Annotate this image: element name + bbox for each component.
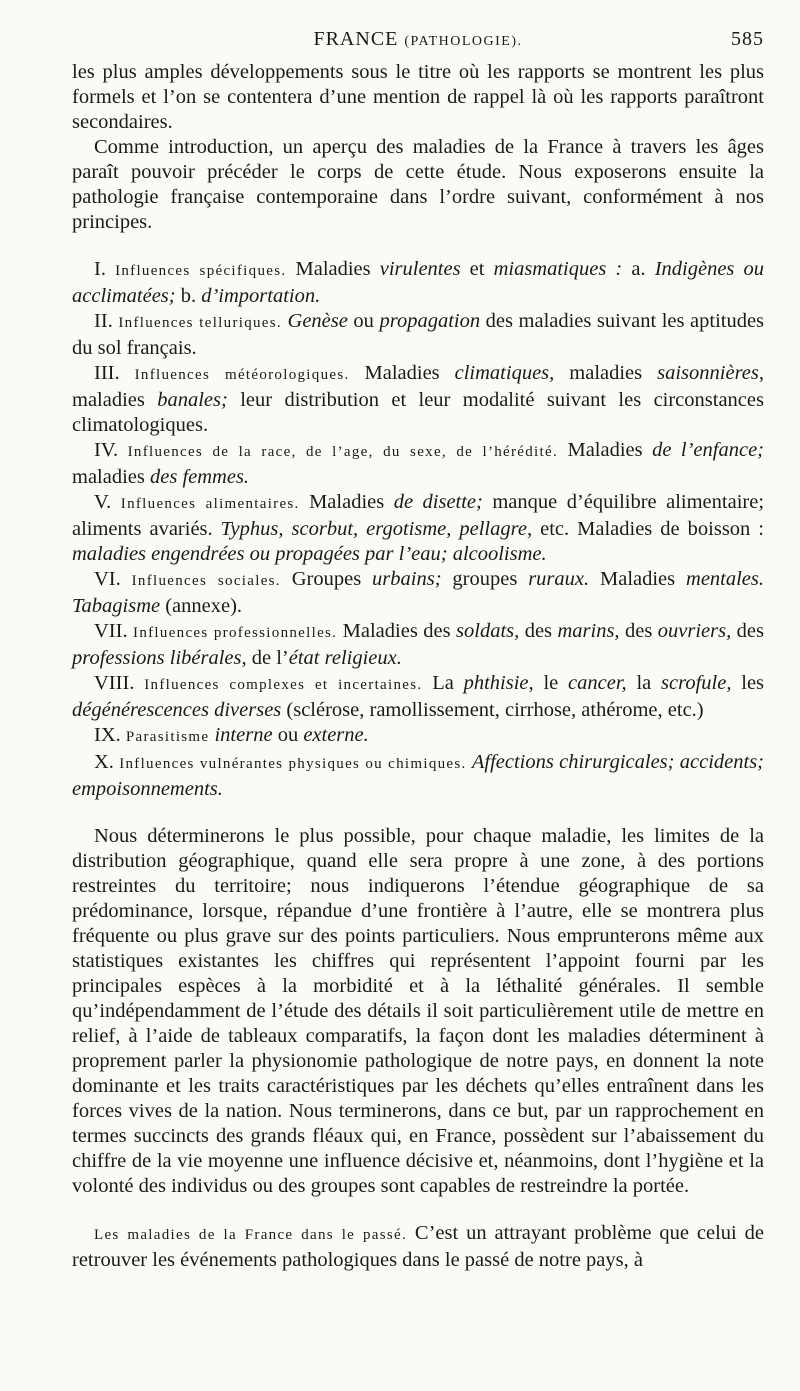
list-item-10: X. Influences vulnérantes physiques ou chimiques. Affections chirurgicales; accidents; empoisonnements. (72, 751, 764, 800)
list-item-6: VI. Influences sociales. Groupes urbains; groupes ruraux. Maladies mentales. Tabagisme (annexe). (72, 568, 765, 617)
list-item-8: VIII. Influences complexes et incertaines. La phthisie, le cancer, la scrofule, les dégénérescences diverses (sclérose, ramollissement, cirrhose, athérome, etc.) (72, 672, 765, 721)
paragraph-method: Nous déterminerons le plus possible, pour chaque maladie, les limites de la distribution géographique, quand elle sera propre à une zone, à des portions restreintes du territoire; nous indiquerons l’étendue géographique de sa prédominance, lorsque, répandue d’une frontière à l’autre, elle se montrera plus fréquente ou plus grave sur des points particuliers. Nous emprunterons même aux statistiques existantes les chiffres qui représentent l’appoint fourni par les principales espèces à la morbidité et à la léthalité générales. Il semble qu’indépendamment de l’étude des détails il soit particulièrement utile de mettre en relief, à l’aide de tableaux comparatifs, la façon dont les maladies déterminent à proprement parler la physionomie pathologique de notre pays, en donnent la note dominante et les traits caractéristiques par les déchets qu’elles entraînent dans les forces vives de la nation. Nous terminerons, dans ce but, par un rapprochement en termes succincts des grands fléaux qui, en France, possèdent sur l’abaissement du chiffre de la vie moyenne une influence décisive et, néanmoins, dont l’hygiène et la volonté des individus ou des groupes sont capables de restreindre la portée. (72, 825, 764, 1197)
list-item-heading: Influences spécifiques. (115, 263, 287, 279)
list-item-9: IX. Parasitisme interne ou externe. (94, 724, 369, 746)
classification-list (72, 257, 764, 802)
list-item-heading: Influences professionnelles. (133, 625, 338, 641)
list-item-heading: Influences vulnérantes physiques ou chimiques. (119, 756, 467, 772)
section-heading: Les maladies de la France dans le passé. (94, 1227, 408, 1243)
list-item-heading: Influences de la race, de l’age, du sexe, de l’hérédité. (127, 444, 559, 460)
paragraph-past-diseases: Les maladies de la France dans le passé. C’est un attrayant problème que celui de retrouver les événements pathologiques dans le passé de notre pays, à (72, 1222, 765, 1271)
list-item-2: II. Influences telluriques. Genèse ou propagation des maladies suivant les aptitudes du sol français. (72, 310, 765, 359)
header-title-main: FRANCE (313, 28, 399, 50)
list-item-3: III. Influences météorologiques. Maladies climatiques, maladies saisonnières, maladies banales; leur distribution et leur modalité suivant les circonstances climatologiques. (72, 362, 764, 436)
list-item-heading: Influences telluriques. (118, 315, 282, 331)
list-item-5: V. Influences alimentaires. Maladies de disette; manque d’équilibre alimentaire; aliments avariés. Typhus, scorbut, ergotisme, pellagre, etc. Maladies de boisson : maladies engendrées ou propagées par l’eau; alcoolisme. (72, 491, 765, 565)
header-title-paren: (PATHOLOGIE). (404, 34, 523, 49)
list-item-heading: Influences météorologiques. (134, 367, 350, 383)
header-title (72, 28, 764, 51)
list-item-1: I. Influences spécifiques. Maladies virulentes et miasmatiques : a. Indigènes ou acclimatées; b. d’importation. (72, 258, 765, 307)
page-number: 585 (731, 28, 764, 50)
list-item-heading: Influences complexes et incertaines. (144, 677, 423, 693)
list-item-heading: Parasitisme (125, 729, 210, 745)
list-item-heading: Influences alimentaires. (120, 496, 300, 512)
list-item-7: VII. Influences professionnelles. Maladies des soldats, des marins, des ouvriers, des professions libérales, de l’état religieux. (72, 620, 765, 669)
paragraph-continued: les plus amples développements sous le titre où les rapports se montrent les plus formels et l’on se contentera d’une mention de rappel là où les rapports paraîtront secondaires. (72, 61, 764, 133)
body-text (72, 60, 764, 1273)
running-header (72, 28, 764, 52)
list-item-4: IV. Influences de la race, de l’age, du sexe, de l’hérédité. Maladies de l’enfance; maladies des femmes. (72, 439, 764, 488)
paragraph-introduction: Comme introduction, un aperçu des maladies de la France à travers les âges paraît pouvoir précéder le corps de cette étude. Nous exposerons ensuite la pathologie française contemporaine dans l’ordre suivant, conformément à nos principes. (72, 136, 764, 233)
list-item-heading: Influences sociales. (131, 573, 281, 589)
